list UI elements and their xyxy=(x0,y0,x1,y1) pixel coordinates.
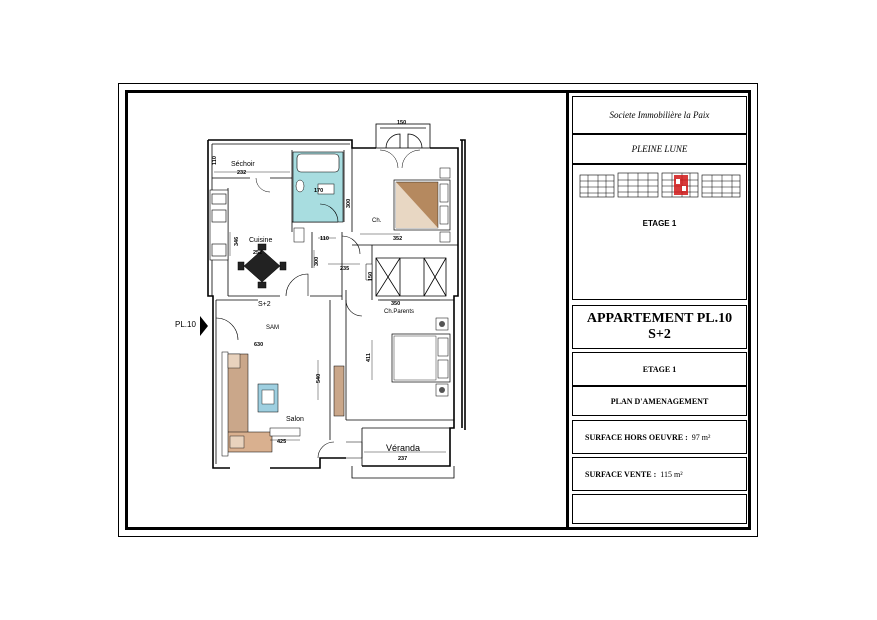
dim-bath-h: 300 xyxy=(346,198,352,208)
dim-bath-w: 170 xyxy=(314,188,324,194)
room-label-cuisine: Cuisine xyxy=(249,237,273,244)
dim-salon-h: 540 xyxy=(316,373,322,383)
key-plan-floor: ETAGE 1 xyxy=(642,219,677,228)
dim-cuisine-h: 346 xyxy=(234,236,240,246)
dim-hall-h: 300 xyxy=(314,256,320,266)
key-plan-image xyxy=(578,171,742,201)
bed-parents xyxy=(392,318,450,396)
dim-closet: 150 xyxy=(368,271,374,281)
surface-hors-oeuvre-value: 97 m² xyxy=(691,432,711,442)
title-block xyxy=(569,93,751,527)
floor-box xyxy=(572,352,747,386)
company-box xyxy=(572,96,747,134)
apartment-box xyxy=(572,305,747,349)
surface-hors-oeuvre-label: SURFACE HORS OEUVRE : xyxy=(585,432,688,442)
floor-plan xyxy=(128,93,564,527)
surface-vente-box xyxy=(572,457,747,491)
entry-label: PL.10 xyxy=(175,320,196,329)
room-label-chambre: Ch. xyxy=(372,218,382,224)
dim-chp-w: 350 xyxy=(391,301,401,307)
dim-sam-w: 630 xyxy=(254,342,264,348)
apartment-title: APPARTEMENT PL.10 xyxy=(586,311,733,326)
room-label-ch-parents: Ch.Parents xyxy=(384,309,415,315)
surface-vente-value: 115 m² xyxy=(660,469,683,479)
company-name: Societe Immobilière la Paix xyxy=(609,110,710,120)
kitchen-counter xyxy=(210,190,228,260)
surface-hors-oeuvre-box xyxy=(572,420,747,454)
dim-door-w: 235 xyxy=(340,266,350,272)
dim-veranda-w: 237 xyxy=(398,456,408,462)
dim-chp-h: 411 xyxy=(366,353,372,362)
dim-hall-w: 110 xyxy=(320,236,329,242)
dim-sechoir-h: 110 xyxy=(212,156,218,165)
floor-label: ETAGE 1 xyxy=(642,364,677,374)
dim-salon-w: 425 xyxy=(277,439,287,445)
bed-chambre xyxy=(394,168,450,242)
project-box xyxy=(572,134,747,164)
room-label-salon: Salon xyxy=(286,416,304,423)
room-label-veranda: Véranda xyxy=(386,443,421,453)
room-label-sam: SAM xyxy=(266,325,280,331)
project-name: PLEINE LUNE xyxy=(631,144,688,154)
surface-vente-label: SURFACE VENTE : xyxy=(585,469,657,479)
key-plan-box xyxy=(572,164,747,300)
dim-ch-w: 352 xyxy=(393,236,403,242)
room-label-sechoir: Séchoir xyxy=(231,161,255,168)
key-plan-highlight xyxy=(674,175,688,195)
dim-sechoir-w: 232 xyxy=(237,170,247,176)
balcony xyxy=(376,124,430,148)
drawing-type-box xyxy=(572,386,747,416)
empty-box xyxy=(572,494,747,524)
dim-table-w: 252 xyxy=(253,250,263,256)
apartment-type-label: S+2 xyxy=(258,301,271,308)
drawing-type: PLAN D'AMENAGEMENT xyxy=(610,396,709,406)
sofa xyxy=(222,352,300,456)
apartment-type: S+2 xyxy=(648,327,671,342)
dim-balcony: 150 xyxy=(397,120,407,126)
